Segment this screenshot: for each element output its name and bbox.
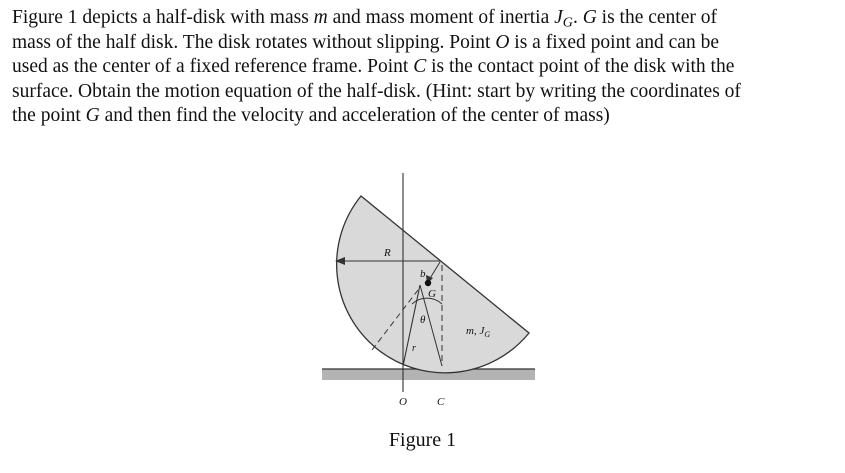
problem-line-1: Figure 1 depicts a half-disk with mass m and mass moment of inertia $J_G$. G is the center of bbox=[12, 7, 717, 31]
math-m: m bbox=[313, 7, 328, 28]
problem-line-4: surface. Obtain the motion equation of the half-disk. (Hint: start by writing the coordinates of bbox=[12, 80, 741, 102]
math-g: G bbox=[582, 7, 597, 28]
problem-line-5: the point G and then find the velocity and acceleration of the center of mass) bbox=[12, 105, 610, 127]
math-o: O bbox=[495, 31, 510, 53]
label-c: C bbox=[437, 396, 445, 408]
label-g: G bbox=[428, 288, 436, 300]
label-r-radius: R bbox=[384, 247, 391, 259]
label-theta: θ bbox=[420, 314, 426, 326]
center-of-mass-point bbox=[425, 280, 431, 286]
math-c: C bbox=[413, 56, 427, 78]
problem-line-3: used as the center of a fixed reference frame. Point C is the contact point of the disk with the bbox=[12, 56, 735, 78]
label-r: r bbox=[412, 343, 416, 354]
figure-caption: Figure 1 bbox=[388, 429, 457, 451]
label-mass-inertia: m, $J_G$ bbox=[466, 325, 491, 339]
label-o: O bbox=[399, 396, 407, 408]
label-b: b bbox=[420, 268, 426, 280]
math-jg: $J_G$ bbox=[554, 7, 573, 31]
problem-line-2: mass of the half disk. The disk rotates without slipping. Point O is a fixed point and can be bbox=[12, 31, 719, 53]
half-disk bbox=[337, 196, 529, 373]
math-g-2: G bbox=[85, 105, 100, 127]
